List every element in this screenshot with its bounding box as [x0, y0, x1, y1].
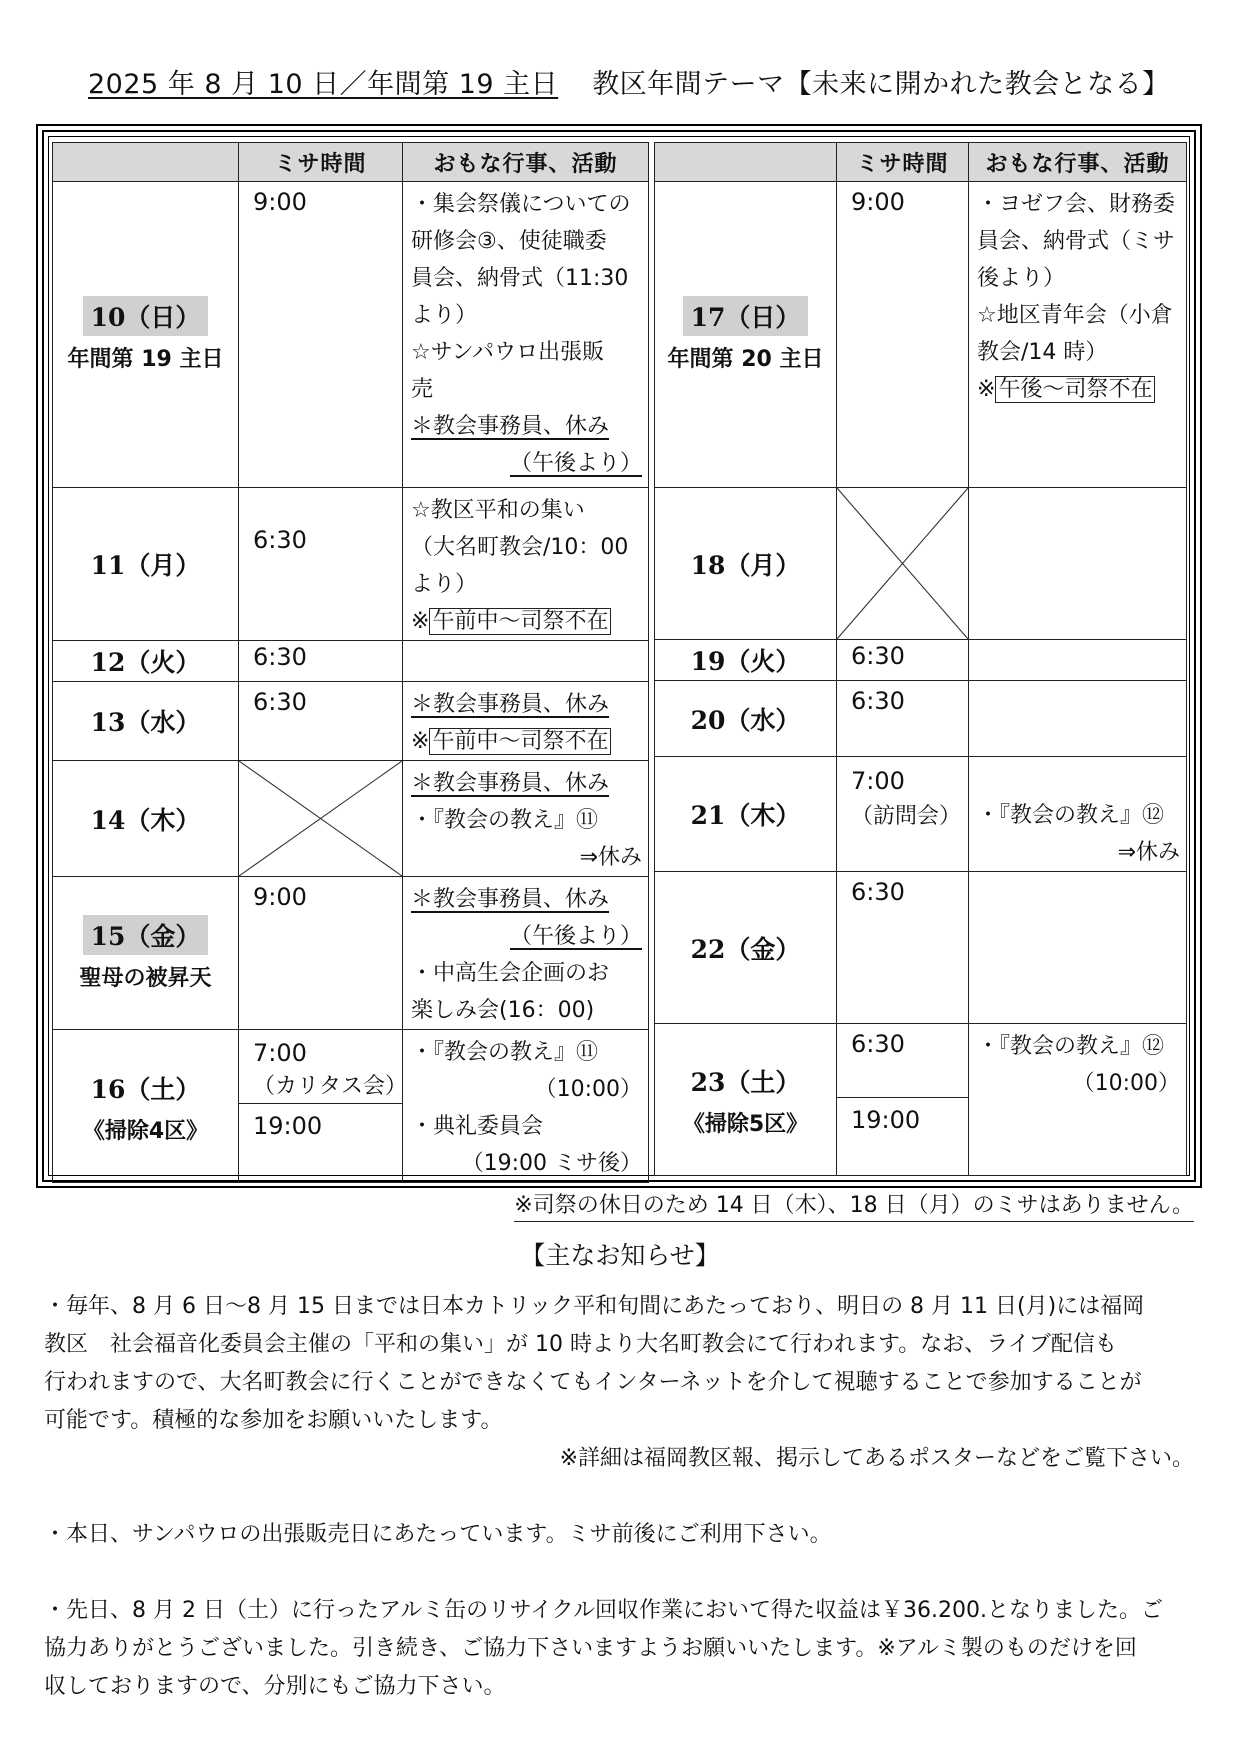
day-cell: [53, 877, 239, 1030]
notices-heading: 【主なお知らせ】: [520, 1241, 720, 1270]
day-cell: [655, 757, 837, 872]
events-cell: [403, 1030, 649, 1183]
mass-time: 7:00: [253, 1039, 307, 1067]
day-label: 20（水）: [690, 705, 801, 735]
notice-line: 収しておりますので、分別にもご協力下さい。: [44, 1674, 506, 1699]
mass-time: 6:30: [837, 640, 969, 681]
bulletin-title: [88, 62, 1188, 101]
events-cell: [969, 182, 1187, 488]
event-line: ・『教会の教え』⑪: [411, 808, 599, 833]
event-line: ＊教会事務員、休み: [411, 414, 610, 439]
event-line: ⇒休み: [1117, 840, 1180, 865]
mass-time: 19:00: [851, 1106, 921, 1134]
table-row: [53, 488, 649, 641]
mass-time: 6:30: [837, 1024, 968, 1098]
day-label: 13（水）: [90, 708, 201, 737]
event-line: ・典礼委員会: [411, 1114, 544, 1139]
note-mark: ※: [411, 609, 430, 634]
day-label: 19（火）: [690, 647, 801, 676]
day-label: 15（金）: [83, 915, 209, 955]
day-label: 12（火）: [90, 648, 201, 677]
mass-time-cell: [239, 1030, 408, 1183]
day-label: 18（月）: [690, 550, 801, 580]
table-row: [53, 682, 649, 761]
day-label: 21（木）: [690, 801, 801, 830]
event-line: 教会/14 時）: [977, 340, 1108, 365]
events-cell: [403, 682, 649, 761]
day-cell: [655, 182, 837, 488]
event-line: 研修会③、使徒職委: [411, 229, 607, 254]
day-cell: [655, 488, 837, 640]
event-line: 楽しみ会(16：00): [411, 998, 595, 1023]
mass-time: 9:00: [239, 877, 403, 1030]
header-events: おもな行事、活動: [969, 143, 1187, 182]
events-cell: [403, 761, 649, 877]
notice-line: ・先日、8 月 2 日（土）に行ったアルミ缶のリサイクル回収作業において得た収益は￥36.200.となりました。ご: [44, 1598, 1163, 1623]
day-label: 23（土）: [690, 1068, 801, 1097]
mass-cancel-footnote: ※司祭の休日のため 14 日（木）、18 日（月）のミサはありません。: [514, 1188, 1194, 1222]
priest-absent-note: 午前中～司祭不在: [429, 728, 611, 755]
schedule-table-week1: [52, 142, 649, 1183]
event-line: 後より）: [977, 266, 1066, 291]
day-subtitle: 《掃除5区》: [682, 1112, 809, 1137]
event-line: ⇒休み: [579, 845, 642, 870]
schedule-table-week2: [654, 142, 1187, 1176]
events-cell: [969, 488, 1187, 640]
table-row: [53, 1030, 649, 1183]
table-row: [655, 640, 1187, 681]
cross-mark: [837, 488, 968, 639]
event-line: 売: [411, 377, 434, 402]
mass-time: 7:00: [851, 767, 905, 795]
bulletin-date: 2025 年 8 月 10 日／年間第 19 主日: [88, 69, 559, 100]
events-cell: [969, 681, 1187, 757]
cross-mark: [239, 761, 402, 876]
day-label: 10（日）: [83, 296, 209, 336]
events-cell: [403, 488, 649, 641]
event-line: （大名町教会/10：00: [411, 535, 629, 560]
notice-line: 協力ありがとうございました。引き続き、ご協力下さいますようお願いいたします。※アルミ製のものだけを回: [44, 1636, 1137, 1661]
priest-absent-note: 午後～司祭不在: [995, 376, 1155, 403]
table-row: [655, 681, 1187, 757]
event-line: ・ヨゼフ会、財務委: [977, 192, 1176, 217]
table-row: [655, 1024, 1187, 1176]
event-line: ＊教会事務員、休み: [411, 771, 610, 796]
header-events: おもな行事、活動: [403, 143, 649, 182]
event-line: ☆地区青年会（小倉: [977, 303, 1173, 328]
note-mark: ※: [977, 377, 996, 402]
day-cell: [655, 1024, 837, 1176]
event-line: ＊教会事務員、休み: [411, 887, 610, 912]
table-row: [655, 182, 1187, 488]
day-cell: [53, 761, 239, 877]
table-row: [655, 872, 1187, 1024]
priest-absent-note: 午前中～司祭不在: [429, 608, 611, 635]
day-cell: [53, 682, 239, 761]
day-cell: [53, 1030, 239, 1183]
notice-line: ・本日、サンパウロの出張販売日にあたっています。ミサ前後にご利用下さい。: [44, 1522, 832, 1547]
day-subtitle: 年間第 20 主日: [667, 347, 824, 372]
table-row: [53, 877, 649, 1030]
event-line: ・『教会の教え』⑫: [977, 1034, 1165, 1059]
events-cell: [969, 872, 1187, 1024]
mass-time-cell: [837, 757, 969, 872]
mass-time: 6:30: [837, 872, 969, 1024]
day-cell: [53, 488, 239, 641]
mass-group: （カリタス会）: [253, 1074, 408, 1099]
mass-time: 6:30: [239, 488, 403, 641]
mass-time: 6:30: [837, 681, 969, 757]
events-cell: [403, 641, 649, 682]
header-mass-time: ミサ時間: [239, 143, 403, 182]
event-line: （19:00 ミサ後）: [461, 1151, 642, 1176]
notice-line: 教区 社会福音化委員会主催の「平和の集い」が 10 時より大名町教会にて行われます。なお、ライブ配信も: [44, 1332, 1117, 1357]
day-label: 16（土）: [90, 1074, 201, 1104]
day-cell: [655, 872, 837, 1024]
no-mass-cell: [239, 761, 403, 877]
day-subtitle: 聖母の被昇天: [79, 965, 212, 991]
table-row: [655, 488, 1187, 640]
day-cell: [655, 640, 837, 681]
table-row: [655, 757, 1187, 872]
event-line: ・中高生会企画のお: [411, 961, 610, 986]
table-row: [53, 182, 649, 488]
mass-time: 6:30: [239, 641, 403, 682]
event-line: （午後より）: [509, 924, 642, 949]
day-label: 14（木）: [90, 805, 201, 835]
note-mark: ※: [411, 729, 430, 754]
mass-time-cell: [837, 1024, 969, 1176]
header-blank: [655, 143, 837, 182]
events-cell: [969, 1024, 1187, 1176]
events-cell: [403, 182, 649, 488]
event-line: より）: [411, 303, 478, 328]
event-line: ・『教会の教え』⑫: [977, 803, 1165, 828]
event-line: より）: [411, 572, 478, 597]
notice-line: 可能です。積極的な参加をお願いいたします。: [44, 1408, 503, 1433]
day-label: 22（金）: [690, 934, 801, 964]
mass-time: 9:00: [239, 182, 403, 488]
no-mass-cell: [837, 488, 969, 640]
day-label: 11（月）: [90, 551, 201, 580]
event-line: （10:00）: [1072, 1071, 1180, 1096]
notice-line: 行われますので、大名町教会に行くことができなくてもインターネットを介して視聴することで参加することが: [44, 1370, 1142, 1395]
day-subtitle: 《掃除4区》: [82, 1118, 209, 1144]
mass-time: 6:30: [239, 682, 403, 761]
mass-time: 9:00: [837, 182, 969, 488]
table-row: [53, 641, 649, 682]
mass-group: （訪問会）: [851, 804, 962, 829]
day-label: 17（日）: [683, 296, 809, 336]
event-line: ☆サンパウロ出張販: [411, 340, 605, 365]
events-cell: [969, 640, 1187, 681]
event-line: （午後より）: [509, 451, 642, 476]
header-blank: [53, 143, 239, 182]
notice-detail-note: ※詳細は福岡教区報、掲示してあるポスターなどをご覧下さい。: [559, 1446, 1194, 1471]
event-line: ・『教会の教え』⑪: [411, 1040, 599, 1065]
day-cell: [53, 182, 239, 488]
day-cell: [655, 681, 837, 757]
notices-body: [44, 1288, 1204, 1706]
events-cell: [403, 877, 649, 1030]
notice-line: ・毎年、8 月 6 日～8 月 15 日までは日本カトリック平和旬間にあたっており、明日の 8 月 11 日(月)には福岡: [44, 1294, 1145, 1319]
mass-time: 19:00: [253, 1112, 323, 1140]
event-line: 員会、納骨式（11:30: [411, 266, 629, 291]
event-line: ＊教会事務員、休み: [411, 692, 610, 717]
day-cell: [53, 641, 239, 682]
event-line: 員会、納骨式（ミサ: [977, 229, 1176, 254]
header-mass-time: ミサ時間: [837, 143, 969, 182]
event-line: ☆教区平和の集い: [411, 498, 585, 523]
events-cell: [969, 757, 1187, 872]
day-subtitle: 年間第 19 主日: [67, 347, 224, 372]
event-line: （10:00）: [534, 1077, 642, 1102]
table-row: [53, 761, 649, 877]
event-line: ・集会祭儀についての: [411, 192, 631, 217]
diocese-theme: 教区年間テーマ【未来に開かれた教会となる】: [592, 69, 1170, 100]
